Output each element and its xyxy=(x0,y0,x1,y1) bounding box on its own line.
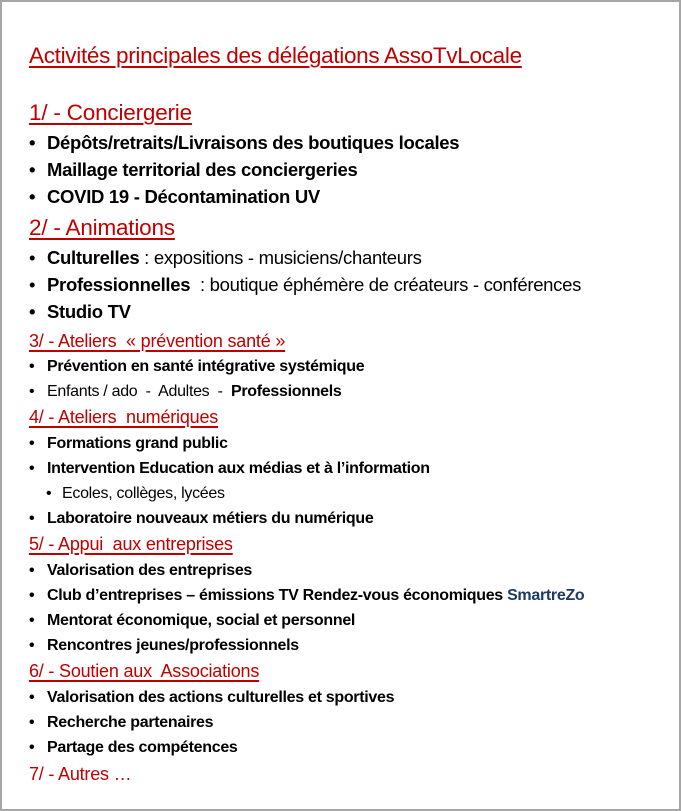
section-heading-conciergerie: 1/ - Conciergerie xyxy=(29,100,192,125)
bullet-icon: • xyxy=(29,587,35,604)
bullet-icon: • xyxy=(29,358,35,375)
section-heading-soutien-associations: 6/ - Soutien aux Associations xyxy=(29,661,260,681)
list-item: • Mentorat économique, social et personnel xyxy=(29,612,356,629)
list-item: • Valorisation des entreprises xyxy=(29,562,253,579)
list-item-sub: • Ecoles, collèges, lycées xyxy=(46,485,225,502)
list-item: • Club d’entreprises – émissions TV Rendez-vous économiques SmartreZo xyxy=(29,587,585,604)
bullet-icon: • xyxy=(29,714,35,731)
bullet-icon: • xyxy=(46,485,52,502)
list-item: • Enfants / ado - Adultes - Professionnels xyxy=(29,383,342,400)
list-item: • Prévention en santé intégrative systémique xyxy=(29,358,365,375)
bullet-icon: • xyxy=(29,186,36,207)
section-heading-appui-entreprises: 5/ - Appui aux entreprises xyxy=(29,534,233,554)
list-item: • COVID 19 - Décontamination UV xyxy=(29,186,320,207)
bullet-icon: • xyxy=(29,510,35,527)
bullet-icon: • xyxy=(29,739,35,756)
section-heading-prevention-sante: 3/ - Ateliers « prévention santé » xyxy=(29,331,286,351)
brand-name-smartrezo: SmartreZo xyxy=(507,587,585,604)
list-item: • Valorisation des actions culturelles et sportives xyxy=(29,689,395,706)
list-item: • Rencontres jeunes/professionnels xyxy=(29,637,299,654)
section-heading-ateliers-numeriques: 4/ - Ateliers numériques xyxy=(29,407,219,427)
bullet-icon: • xyxy=(29,689,35,706)
bullet-icon: • xyxy=(29,159,36,180)
list-item: • Formations grand public xyxy=(29,435,228,452)
list-item: • Intervention Education aux médias et à l’information xyxy=(29,460,430,477)
list-item: • Recherche partenaires xyxy=(29,714,214,731)
bullet-icon: • xyxy=(29,562,35,579)
bullet-icon: • xyxy=(29,612,35,629)
list-item: • Partage des compétences xyxy=(29,739,238,756)
list-item: • Professionnelles : boutique éphémère de créateurs - conférences xyxy=(29,274,582,295)
bullet-icon: • xyxy=(29,435,35,452)
bullet-icon: • xyxy=(29,637,35,654)
list-item: • Dépôts/retraits/Livraisons des boutiques locales xyxy=(29,132,460,153)
list-item: • Culturelles : expositions - musiciens/chanteurs xyxy=(29,247,422,268)
bullet-icon: • xyxy=(29,301,36,322)
page-title: Activités principales des délégations AssoTvLocale xyxy=(29,43,522,68)
section-heading-autres: 7/ - Autres … xyxy=(29,764,132,784)
bullet-icon: • xyxy=(29,274,36,295)
section-heading-animations: 2/ - Animations xyxy=(29,215,175,240)
bullet-icon: • xyxy=(29,460,35,477)
bullet-icon: • xyxy=(29,132,36,153)
list-item: • Laboratoire nouveaux métiers du numérique xyxy=(29,510,374,527)
bullet-icon: • xyxy=(29,383,35,400)
list-item: • Maillage territorial des conciergeries xyxy=(29,159,358,180)
list-item: • Studio TV xyxy=(29,301,131,322)
bullet-icon: • xyxy=(29,247,36,268)
